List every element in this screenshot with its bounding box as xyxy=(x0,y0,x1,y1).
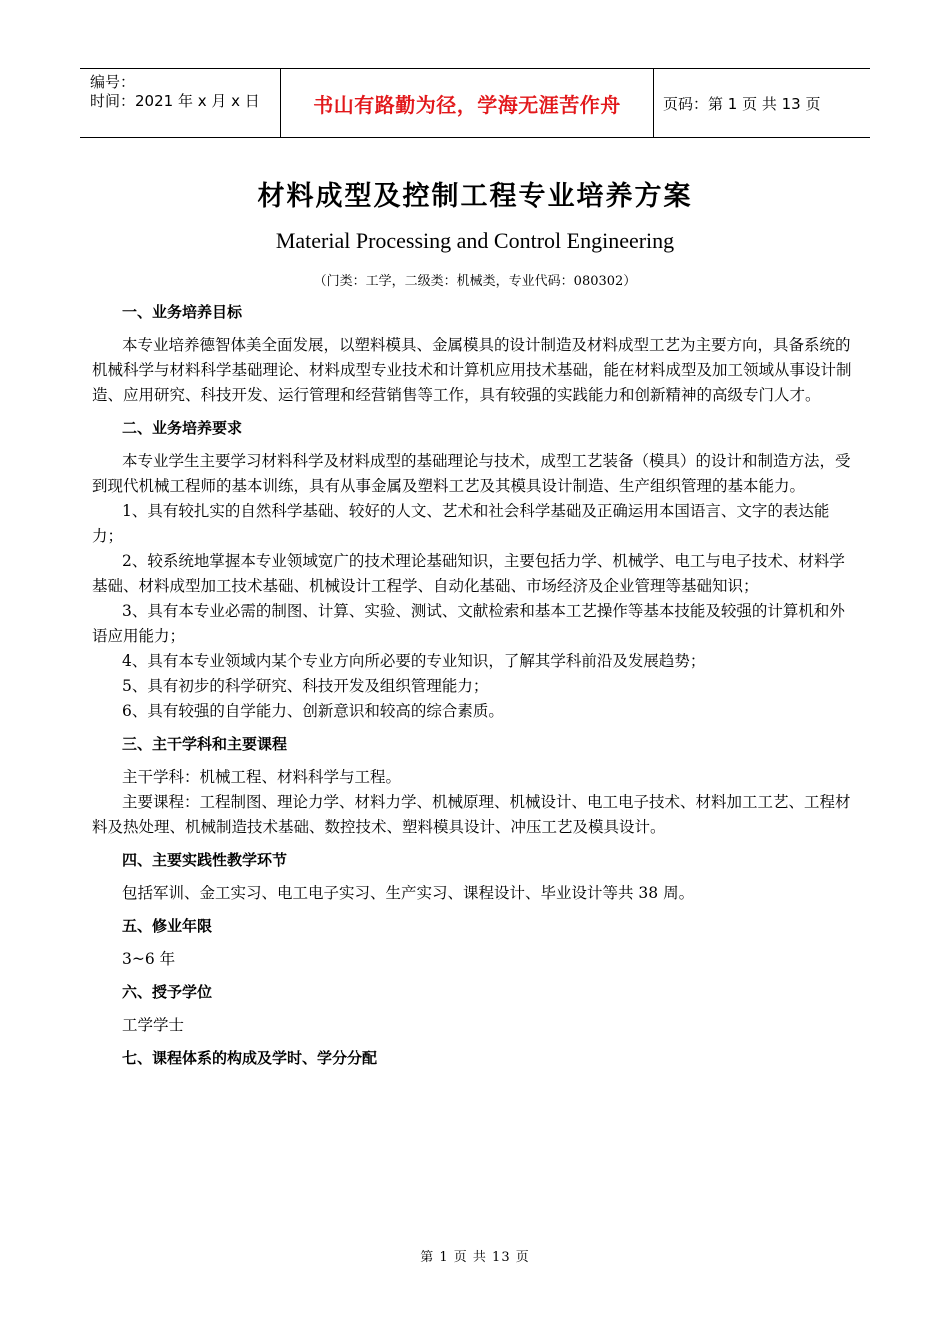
header-motto-cell xyxy=(280,69,654,137)
number-label: 编号： xyxy=(90,73,136,91)
main-disciplines: 主干学科：机械工程、材料科学与工程。 xyxy=(122,768,402,786)
requirement-item-2: 2、较系统地掌握本专业领域宽广的技术理论基础知识，主要包括力学、机械学、电工与电子技术、材料学基础、材料成型加工技术基础、机械设计工程学、自动化基础、市场经济及企业管理等基础知识； xyxy=(92,552,845,595)
requirement-item-4: 4、具有本专业领域内某个专业方向所必要的专业知识，了解其学科前沿及发展趋势； xyxy=(122,652,706,670)
header-info xyxy=(80,69,280,137)
requirement-item-3: 3、具有本专业必需的制图、计算、实验、测试、文献检索和基本工艺操作等基本技能及较强的计算机和外语应用能力； xyxy=(92,602,845,645)
page-footer: 第 1 页 共 13 页 xyxy=(420,1250,530,1265)
page-label: 页码：第 1 页 共 13 页 xyxy=(663,94,821,113)
section-heading-5: 五、修业年限 xyxy=(122,917,213,935)
classification-meta: （门类：工学，二级类：机械类，专业代码：080302） xyxy=(313,274,637,289)
section-heading-6: 六、授予学位 xyxy=(122,983,213,1001)
document-body xyxy=(92,300,856,1071)
study-duration: 3~6 年 xyxy=(122,950,176,968)
motto-text: 书山有路勤为径，学海无涯苦作舟 xyxy=(313,92,621,117)
section-1-paragraph: 本专业培养德智体美全面发展，以塑料模具、金属模具的设计制造及材料成型工艺为主要方向，具备系统的机械科学与材料科学基础理论、材料成型专业技术和计算机应用技术基础，能在材料成型及加工领域从事设计制造、应用研究、科技开发、运行管理和经营销售等工作，具有较强的实践能力和创新精神的高级专门人才。 xyxy=(92,336,852,404)
degree-awarded: 工学学士 xyxy=(122,1016,185,1034)
section-heading-1: 一、业务培养目标 xyxy=(122,303,243,321)
requirement-item-1: 1、具有较扎实的自然科学基础、较好的人文、艺术和社会科学基础及正确运用本国语言、文字的表达能力； xyxy=(92,502,830,545)
section-heading-4: 四、主要实践性教学环节 xyxy=(122,851,288,869)
time-label: 时间：2021 年 x 月 x 日 xyxy=(90,92,260,110)
main-courses: 主要课程：工程制图、理论力学、材料力学、机械原理、机械设计、电工电子技术、材料加工工艺、工程材料及热处理、机械制造技术基础、数控技术、塑料模具设计、冲压工艺及模具设计。 xyxy=(92,793,851,836)
requirement-item-6: 6、具有较强的自学能力、创新意识和较高的综合素质。 xyxy=(122,702,504,720)
section-heading-7: 七、课程体系的构成及学时、学分分配 xyxy=(122,1049,378,1067)
page-header xyxy=(80,68,870,138)
practice-paragraph: 包括军训、金工实习、电工电子实习、生产实习、课程设计、毕业设计等共 38 周。 xyxy=(122,884,695,902)
document-title: 材料成型及控制工程专业培养方案 xyxy=(257,181,693,212)
requirement-item-5: 5、具有初步的科学研究、科技开发及组织管理能力； xyxy=(122,677,489,695)
header-page-cell xyxy=(655,69,870,137)
section-heading-2: 二、业务培养要求 xyxy=(122,419,243,437)
english-title: Material Processing and Control Engineering xyxy=(275,228,675,253)
section-heading-3: 三、主干学科和主要课程 xyxy=(122,735,288,753)
section-2-paragraph: 本专业学生主要学习材料科学及材料成型的基础理论与技术，成型工艺装备（模具）的设计和制造方法，受到现代机械工程师的基本训练，具有从事金属及塑料工艺及其模具设计制造、生产组织管理的基本能力。 xyxy=(92,452,851,495)
